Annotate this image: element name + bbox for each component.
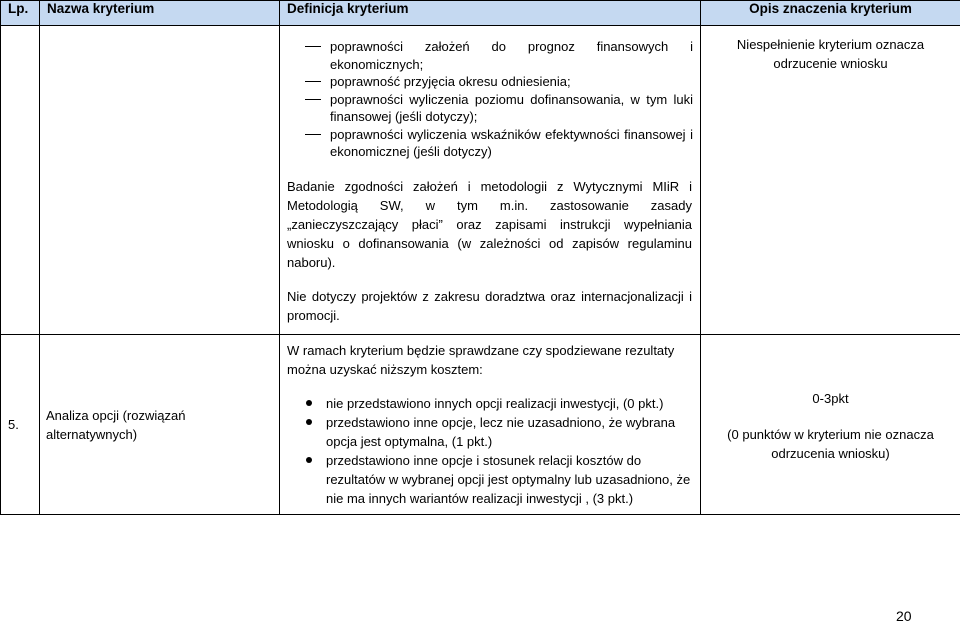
row1-opis-cell	[701, 26, 960, 335]
row2-nazwa: Analiza opcji (rozwiązań alternatywnych)	[46, 407, 186, 442]
table-header-row	[1, 1, 960, 26]
dash-list	[280, 38, 700, 161]
row2-nazwa-cell	[40, 335, 280, 515]
list-item: poprawność przyjęcia okresu odniesienia;	[280, 73, 700, 91]
list-item: przedstawiono inne opcje i stosunek relacji kosztów do rezultatów w wybranej opcji jest optymalny lub uzasadniono, że nie ma innych wariantów realizacji inwestycji , (3 pkt.)	[280, 451, 700, 508]
header-definicja: Definicja kryterium	[280, 1, 701, 26]
row2-opis-score: 0-3pkt	[812, 391, 849, 406]
row1-nazwa-cell	[40, 26, 280, 335]
row2-lp-cell	[1, 335, 40, 515]
row1-definicja-cell	[280, 26, 701, 335]
bullet-list	[280, 394, 700, 508]
list-item: poprawności wyliczenia poziomu dofinansowania, w tym luki finansowej (jeśli dotyczy);	[280, 91, 700, 126]
exclusion-paragraph: Nie dotyczy projektów z zakresu doradztwa oraz internacjonalizacji i promocji.	[287, 288, 692, 323]
header-opis: Opis znaczenia kryterium	[701, 1, 960, 26]
row1-opis-text: Niespełnienie kryterium oznacza odrzucenie wniosku	[736, 37, 925, 71]
methodology-paragraph: Badanie zgodności założeń i metodologii z Wytycznymi MIiR i Metodologią SW, w tym m.in. zastosowanie zasady „zanieczyszczający płaci” oraz zapisami instrukcji wypełniania wniosku o dofinansowania (w zależności od zapisów regulaminu naboru).	[287, 178, 692, 270]
row2-opis-cell	[701, 335, 960, 515]
row2-definicja-cell	[280, 335, 701, 515]
row2-opis-note: (0 punktów w kryterium nie oznacza odrzucenia wniosku)	[727, 427, 934, 461]
list-item: poprawności założeń do prognoz finansowych i ekonomicznych;	[280, 38, 700, 73]
table-row	[1, 335, 960, 515]
row2-lp: 5.	[8, 417, 19, 432]
row1-lp-cell	[1, 26, 40, 335]
header-lp: Lp.	[1, 1, 40, 26]
list-item: przedstawiono inne opcje, lecz nie uzasadniono, że wybrana opcja jest optymalna, (1 pkt.)	[280, 413, 700, 451]
page-number: 20	[896, 608, 912, 624]
row2-intro: W ramach kryterium będzie sprawdzane czy spodziewane rezultaty można uzyskać niższym kosztem:	[287, 343, 675, 377]
header-nazwa: Nazwa kryterium	[40, 1, 280, 26]
list-item: nie przedstawiono innych opcji realizacji inwestycji, (0 pkt.)	[280, 394, 700, 413]
list-item: poprawności wyliczenia wskaźników efektywności finansowej i ekonomicznej (jeśli dotyczy)	[280, 126, 700, 161]
table-row	[1, 26, 960, 335]
